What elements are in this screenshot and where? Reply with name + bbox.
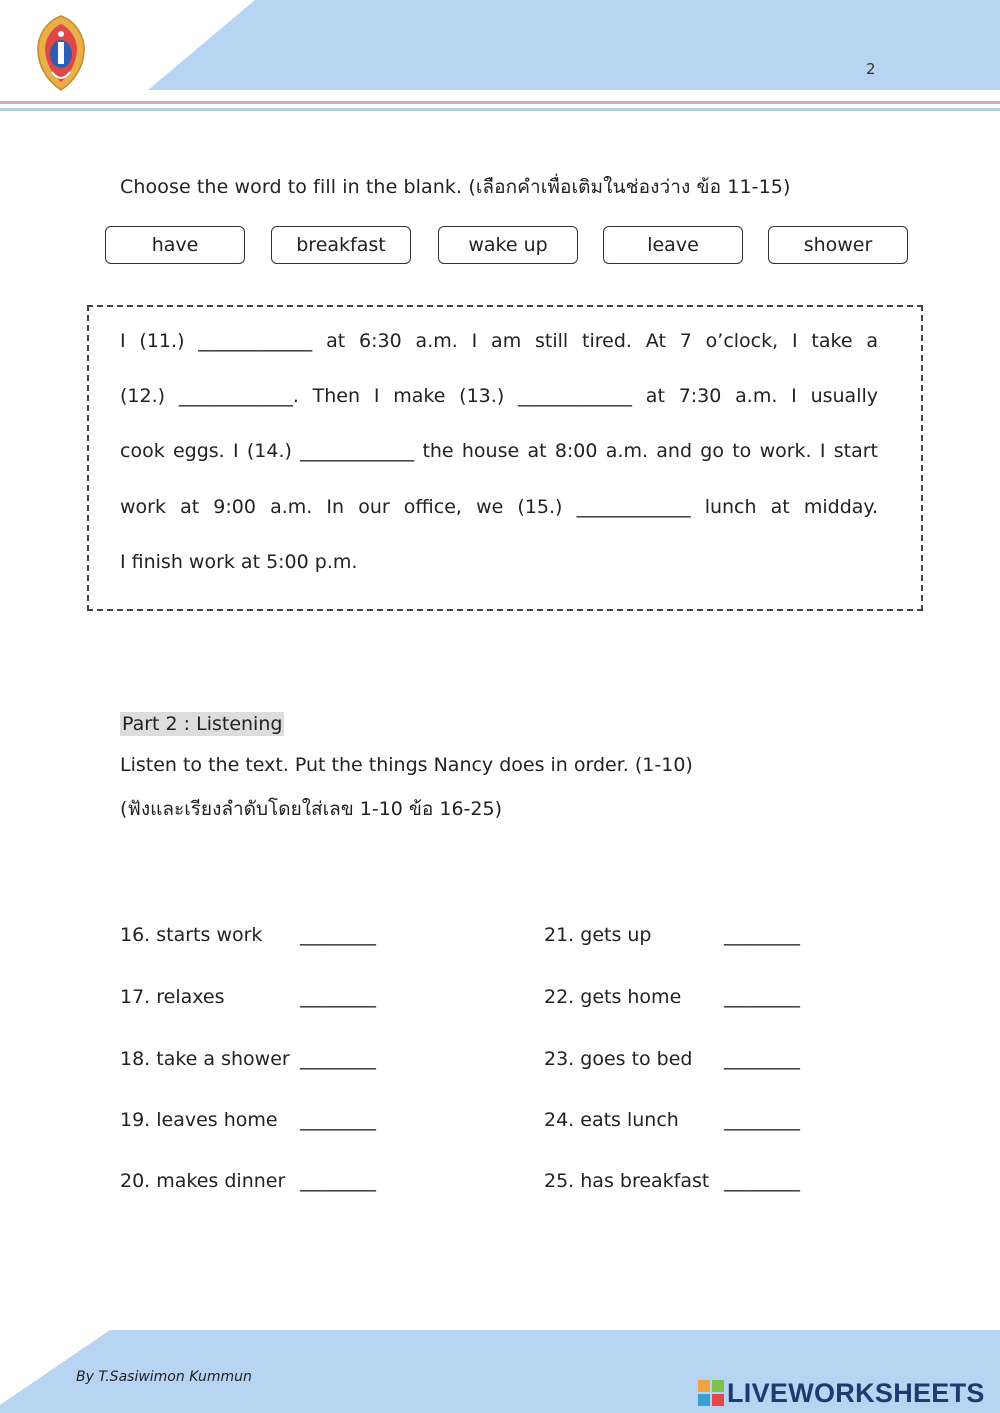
order-item-label: 16. starts work (120, 924, 263, 946)
order-item-label: 22. gets home (544, 986, 682, 1008)
header-band (0, 0, 1000, 90)
order-item (120, 924, 376, 946)
order-item-label: 19. leaves home (120, 1109, 278, 1131)
order-item-blank: ________ (300, 924, 376, 946)
order-item (120, 986, 376, 1008)
order-item (544, 1109, 800, 1131)
order-item-label: 23. goes to bed (544, 1048, 693, 1070)
listening-title: Part 2 : Listening (122, 713, 283, 735)
fill-blank-instruction: Choose the word to fill in the blank. (เลือกคำเพื่อเติมในช่องว่าง ข้อ 11-15) (120, 176, 791, 198)
order-item-blank: ________ (724, 924, 800, 946)
order-item (120, 1170, 376, 1192)
order-item (544, 924, 800, 946)
word-bank-item: breakfast (271, 226, 411, 264)
brand-text: LIVEWORKSHEETS (727, 1377, 985, 1408)
word-bank-item: leave (603, 226, 743, 264)
order-item-label: 18. take a shower (120, 1048, 290, 1070)
header-rule-pink (0, 101, 1000, 104)
order-item-label: 21. gets up (544, 924, 652, 946)
word-bank-item: have (105, 226, 245, 264)
passage-line: (12.) ____________. Then I make (13.) ____________ at 7:30 a.m. I usually (120, 385, 878, 407)
liveworksheets-logo-icon (698, 1380, 724, 1406)
order-item-blank: ________ (300, 1170, 376, 1192)
listening-instruction-en: Listen to the text. Put the things Nancy does in order. (1-10) (120, 754, 693, 776)
listening-instruction-th: (ฟังและเรียงลำดับโดยใส่เลข 1-10 ข้อ 16-25) (120, 798, 502, 820)
header-rule-blue (0, 108, 1000, 111)
order-item-blank: ________ (300, 1109, 376, 1131)
passage-line: cook eggs. I (14.) ____________ the house at 8:00 a.m. and go to work. I start (120, 440, 878, 462)
school-emblem-icon (32, 14, 90, 92)
word-bank-item: shower (768, 226, 908, 264)
order-item (544, 1048, 800, 1070)
order-item-blank: ________ (724, 1109, 800, 1131)
order-item-label: 24. eats lunch (544, 1109, 679, 1131)
order-item-label: 25. has breakfast (544, 1170, 710, 1192)
order-item-label: 20. makes dinner (120, 1170, 286, 1192)
word-bank-item: wake up (438, 226, 578, 264)
order-item-blank: ________ (300, 986, 376, 1008)
order-item-blank: ________ (724, 1048, 800, 1070)
passage-line: I (11.) ____________ at 6:30 a.m. I am still tired. At 7 o’clock, I take a (120, 330, 878, 352)
order-item (120, 1048, 376, 1070)
author-credit: By T.Sasiwimon Kummun (76, 1369, 252, 1385)
order-item (544, 986, 800, 1008)
order-item-blank: ________ (724, 1170, 800, 1192)
order-item (120, 1109, 376, 1131)
order-item (544, 1170, 800, 1192)
passage-line: I finish work at 5:00 p.m. (120, 551, 358, 573)
liveworksheets-brand[interactable] (698, 1376, 985, 1410)
page-number: 2 (866, 60, 876, 78)
order-item-label: 17. relaxes (120, 986, 225, 1008)
passage-line: work at 9:00 a.m. In our office, we (15.) ____________ lunch at midday. (120, 496, 878, 518)
order-item-blank: ________ (300, 1048, 376, 1070)
order-item-blank: ________ (724, 986, 800, 1008)
